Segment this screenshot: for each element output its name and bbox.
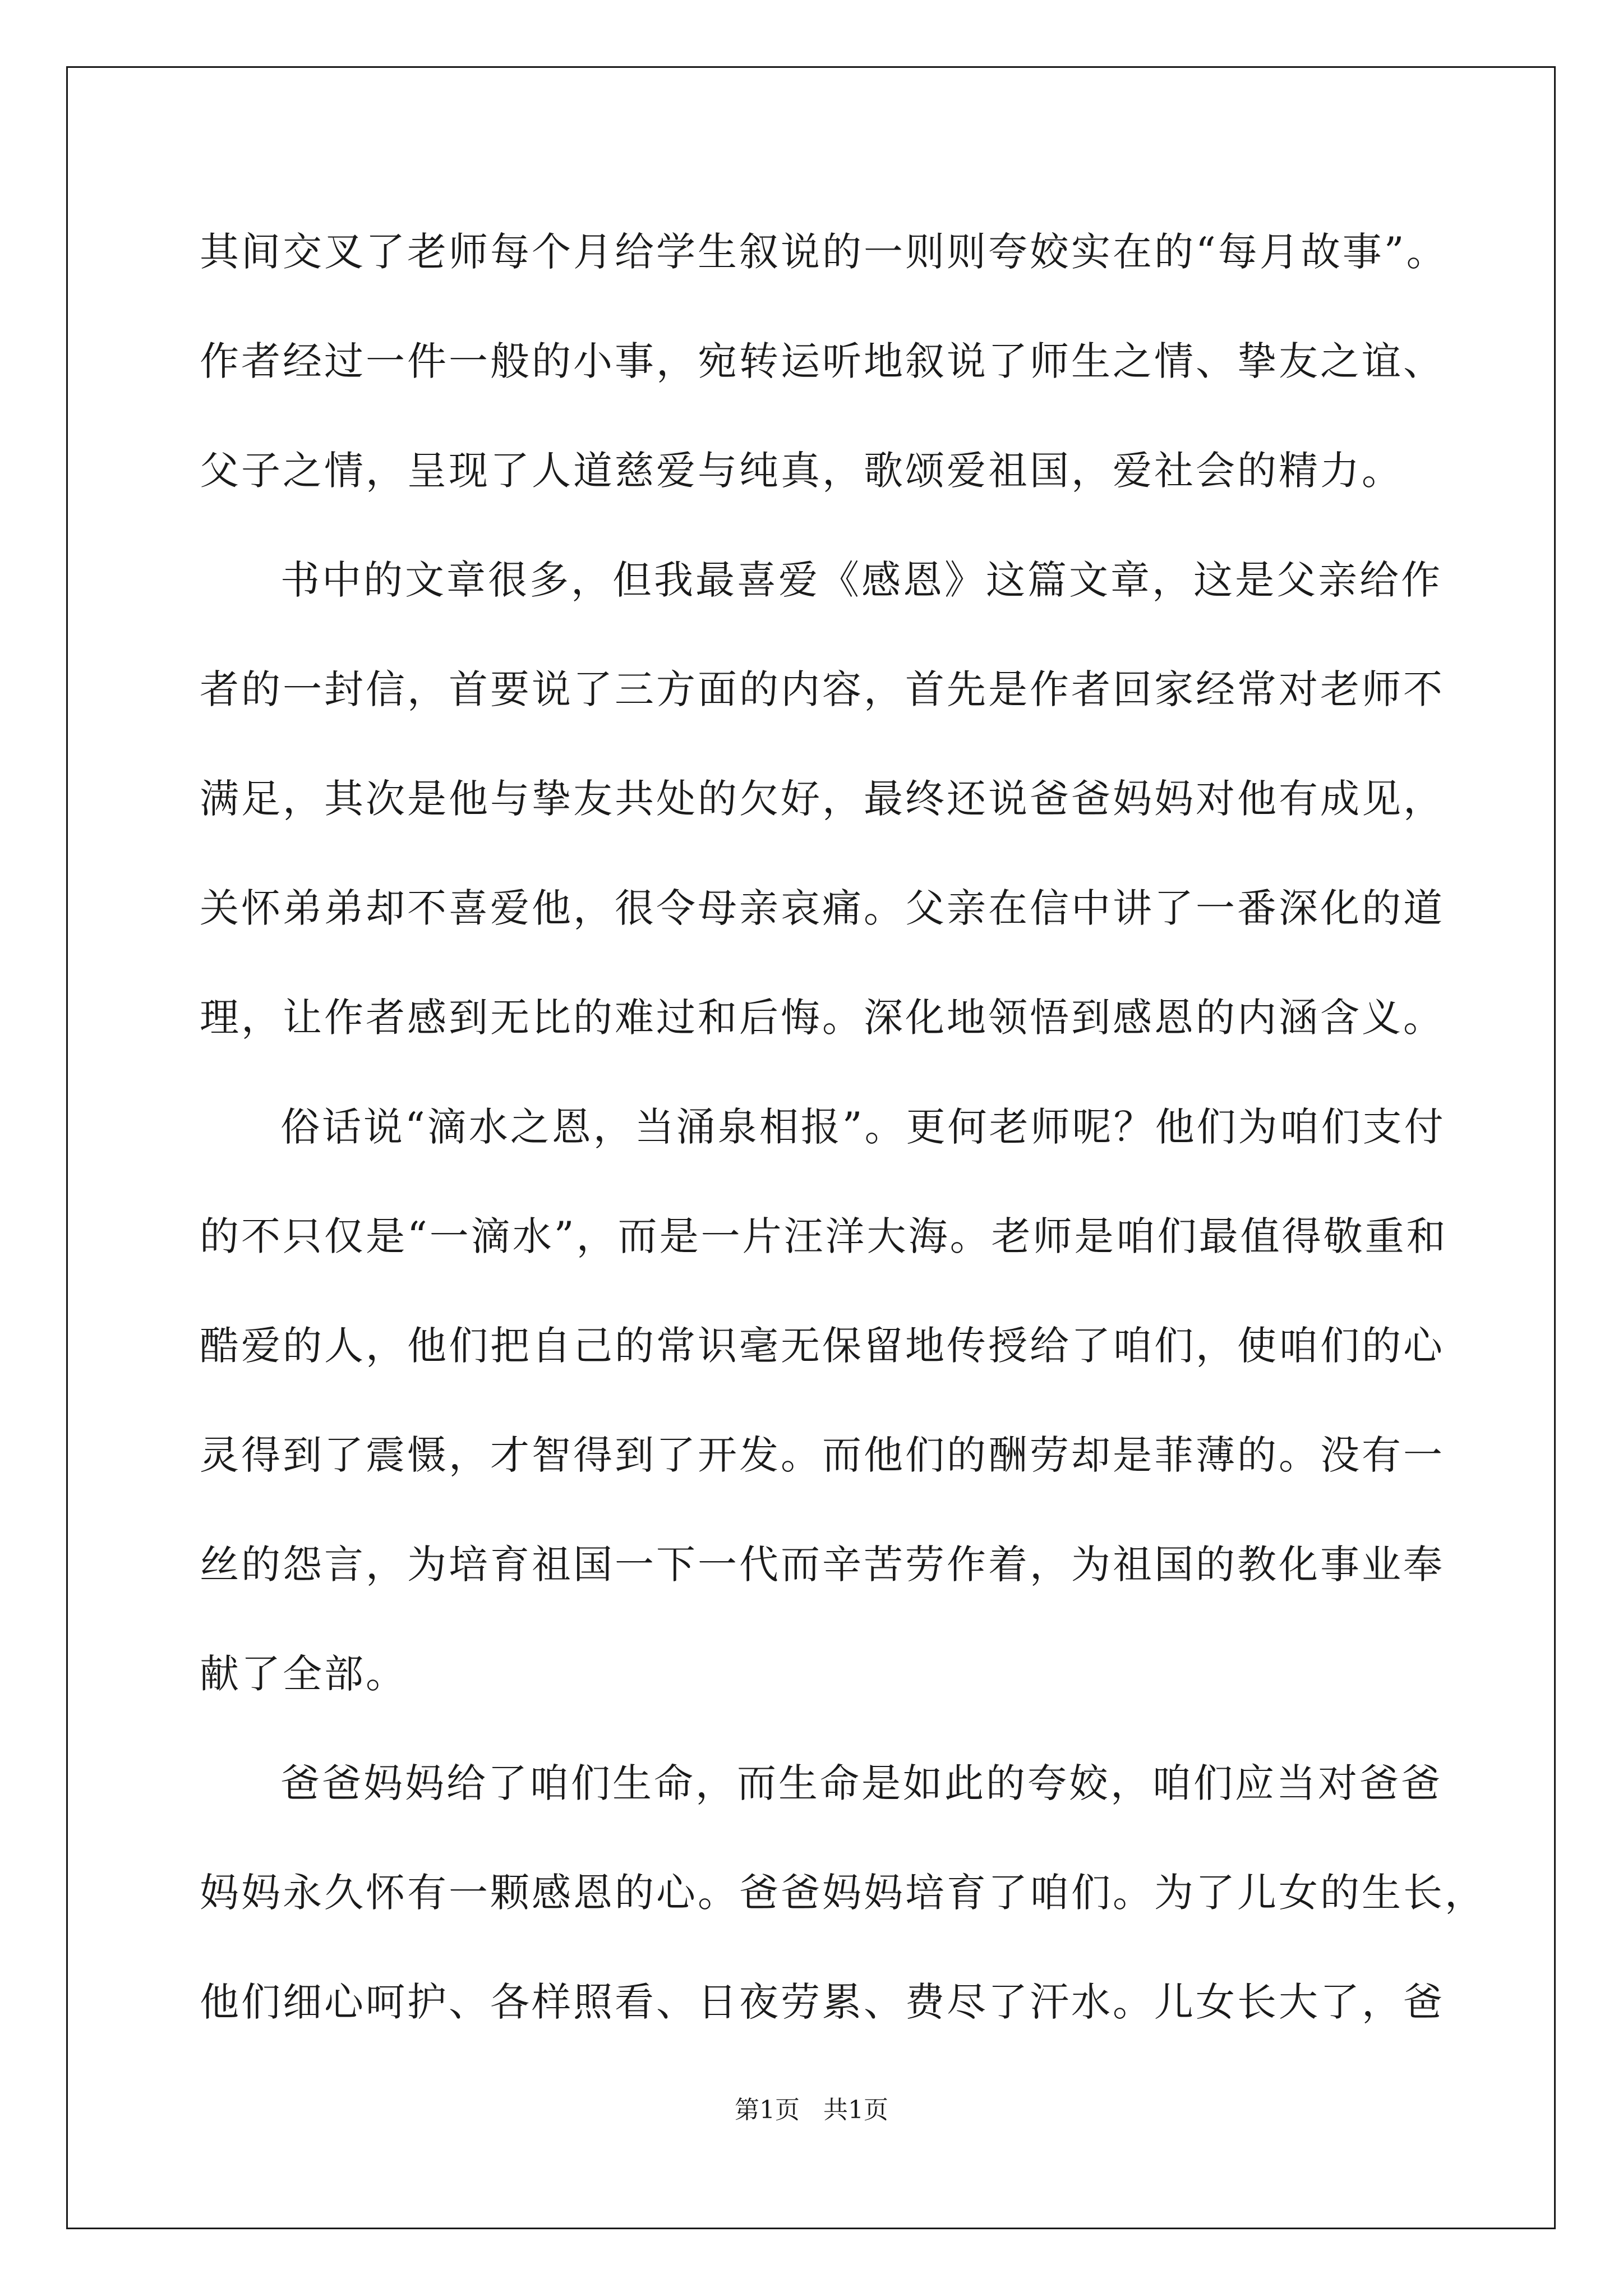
text-line-paragraph-start: 爸爸妈妈给了咱们生命，而生命是如此的夸姣，咱们应当对爸爸 xyxy=(280,1760,1442,1806)
text-line: 灵得到了震慑，才智得到了开发。而他们的酬劳却是菲薄的。没有一 xyxy=(200,1432,1445,1478)
text-line: 父子之情，呈现了人道慈爱与纯真，歌颂爱祖国，爱社会的精力。 xyxy=(200,448,1403,494)
text-line: 他们细心呵护、各样照看、日夜劳累、费尽了汗水。儿女长大了，爸 xyxy=(200,1979,1445,2025)
text-line: 关怀弟弟却不喜爱他，很令母亲哀痛。父亲在信中讲了一番深化的道 xyxy=(200,885,1445,931)
text-line: 者的一封信，首要说了三方面的内容，首先是作者回家经常对老师不 xyxy=(200,666,1445,712)
text-line-paragraph-start: 俗话说“滴水之恩，当涌泉相报”。更何老师呢？他们为咱们支付 xyxy=(280,1104,1446,1150)
text-line: 妈妈永久怀有一颗感恩的心。爸爸妈妈培育了咱们。为了儿女的生长， xyxy=(200,1870,1486,1916)
text-line: 其间交叉了老师每个月给学生叙说的一则则夸姣实在的“每月故事”。 xyxy=(200,229,1448,275)
text-line: 作者经过一件一般的小事，宛转运听地叙说了师生之情、挚友之谊、 xyxy=(200,338,1445,384)
text-line: 献了全部。 xyxy=(200,1651,407,1697)
text-line: 丝的怨言，为培育祖国一下一代而辛苦劳作着，为祖国的教化事业奉 xyxy=(200,1542,1445,1588)
text-line: 理，让作者感到无比的难过和后悔。深化地领悟到感恩的内涵含义。 xyxy=(200,995,1445,1041)
text-line-paragraph-start: 书中的文章很多，但我最喜爱《感恩》这篇文章，这是父亲给作 xyxy=(280,557,1442,603)
text-line: 满足，其次是他与挚友共处的欠好，最终还说爸爸妈妈对他有成见， xyxy=(200,776,1445,822)
document-body xyxy=(200,210,1486,2069)
text-line: 酷爱的人，他们把自己的常识毫无保留地传授给了咱们，使咱们的心 xyxy=(200,1323,1445,1369)
text-line: 的不只仅是“一滴水”，而是一片汪洋大海。老师是咱们最值得敬重和 xyxy=(200,1213,1448,1259)
page-number-footer: 第1页 共1页 xyxy=(735,2096,888,2124)
